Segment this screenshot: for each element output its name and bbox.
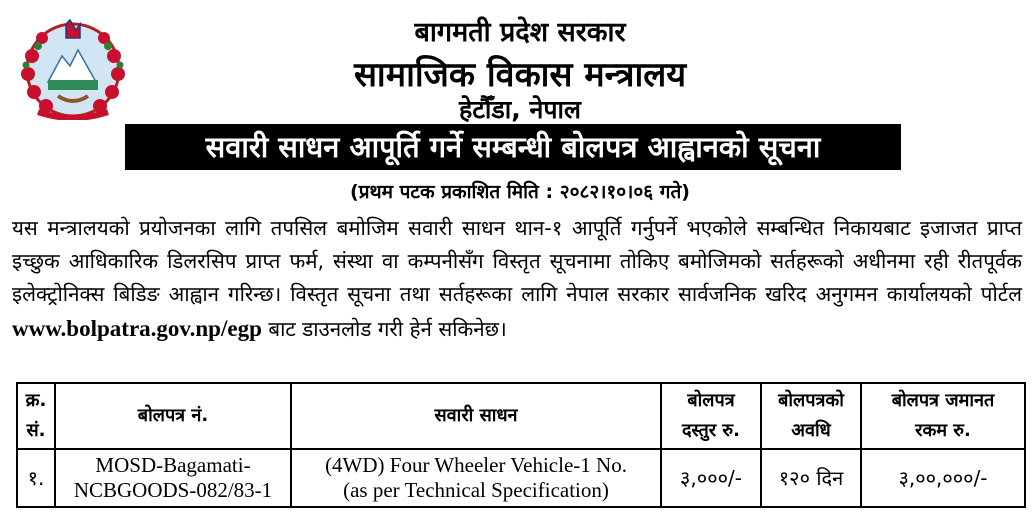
notice-body-text: यस मन्त्रालयको प्रयोजनका लागि तपसिल बमोजिम सवारी साधन थान-१ आपूर्ति गर्नुपर्ने भएकोले सम्बन्धित निकायबाट इजाजत प्राप्त इच्छुक आधिकारिक डिलरसिप प्राप्त फर्म, संस्था वा कम्पनीसँग विस्तृत सूचनामा तोकिए बमोजिमको सर्तहरूको अधीनमा रही रीतपूर्वक इलेक्ट्रोनिक्स बिडिङ आह्वान गरिन्छ। विस्तृत सूचना तथा सर्तहरूका लागि नेपाल सरकार सार्वजनिक खरिद अनुगमन कार्यालयको पोर्टल	[12, 216, 1022, 307]
tender-table	[16, 382, 1026, 508]
row-bid-period: १२० दिन	[761, 449, 861, 507]
location-heading: हेटौँडा, नेपाल	[459, 95, 581, 124]
header-bid-period: बोलपत्रको अवधि	[761, 383, 861, 449]
row-bid-security: ३,००,०००/-	[861, 449, 1025, 507]
portal-url-link[interactable]: www.bolpatra.gov.np/egp	[12, 315, 262, 341]
row-bid-number: MOSD-Bagamati- NCBGOODS-082/83-1	[55, 449, 291, 507]
table-row	[17, 449, 1025, 507]
notice-body	[12, 212, 1022, 346]
province-government-heading: बागमती प्रदेश सरकार	[414, 17, 626, 48]
ministry-name-heading: सामाजिक विकास मन्त्रालय	[353, 55, 687, 95]
row-vehicle: (4WD) Four Wheeler Vehicle-1 No. (as per Technical Specification)	[291, 449, 661, 507]
nepal-emblem-icon	[18, 16, 128, 120]
table-header-row	[17, 383, 1025, 449]
row-bid-fee: ३,०००/-	[661, 449, 761, 507]
notice-title: सवारी साधन आपूर्ति गर्ने सम्बन्धी बोलपत्र आह्वानको सूचना	[125, 124, 901, 170]
notice-body-tail: बाट डाउनलोड गरी हेर्न सकिनेछ।	[261, 316, 507, 341]
header-vehicle: सवारी साधन	[291, 383, 661, 449]
header-bid-fee: बोलपत्र दस्तुर रु.	[661, 383, 761, 449]
header-bid-security: बोलपत्र जमानत रकम रु.	[861, 383, 1025, 449]
header-bid-number: बोलपत्र नं.	[55, 383, 291, 449]
publication-date: (प्रथम पटक प्रकाशित मिति : २०८२।१०।०६ गते)	[350, 181, 690, 203]
header-serial-number: क्र. सं.	[17, 383, 55, 449]
row-serial-number: १.	[17, 449, 55, 507]
